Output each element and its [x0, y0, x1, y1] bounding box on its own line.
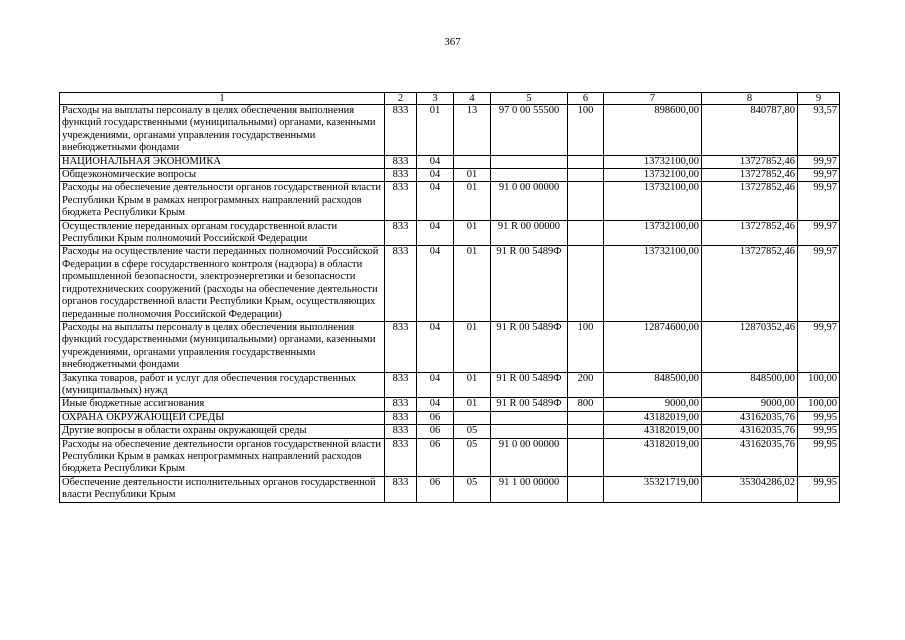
row-expense-type-cell: 100 — [568, 321, 604, 372]
row-grbs-cell: 833 — [385, 476, 417, 502]
row-expense-type-cell — [568, 246, 604, 321]
row-fact-cell: 13727852,46 — [702, 169, 798, 182]
row-target-article-cell: 91 0 00 00000 — [491, 182, 568, 220]
row-name-cell: Закупка товаров, работ и услуг для обеспечения государственных (муниципальных) нужд — [60, 372, 385, 398]
row-subsection-cell: 05 — [454, 425, 491, 438]
row-percent-cell: 100,00 — [798, 398, 840, 411]
row-plan-cell: 13732100,00 — [604, 182, 702, 220]
row-plan-cell: 35321719,00 — [604, 476, 702, 502]
row-target-article-cell: 91 0 00 00000 — [491, 438, 568, 476]
row-grbs-cell: 833 — [385, 182, 417, 220]
row-target-article-cell: 91 R 00 5489Ф — [491, 321, 568, 372]
row-percent-cell: 99,95 — [798, 411, 840, 424]
row-plan-cell: 12874600,00 — [604, 321, 702, 372]
row-section-cell: 04 — [417, 155, 454, 168]
row-name-cell: Расходы на обеспечение деятельности органов государственной власти Республики Крым в рамках непрограммных направлений расходов бюджета Республики Крым — [60, 438, 385, 476]
row-grbs-cell: 833 — [385, 372, 417, 398]
row-percent-cell: 99,95 — [798, 476, 840, 502]
header-cell: 9 — [798, 93, 840, 105]
row-plan-cell: 13732100,00 — [604, 155, 702, 168]
row-grbs-cell: 833 — [385, 155, 417, 168]
row-percent-cell: 99,97 — [798, 246, 840, 321]
row-percent-cell: 93,57 — [798, 105, 840, 156]
row-section-cell: 06 — [417, 438, 454, 476]
row-subsection-cell: 05 — [454, 476, 491, 502]
row-grbs-cell: 833 — [385, 411, 417, 424]
row-expense-type-cell — [568, 411, 604, 424]
table-row — [60, 321, 840, 372]
header-cell: 8 — [702, 93, 798, 105]
row-fact-cell: 9000,00 — [702, 398, 798, 411]
table-row — [60, 398, 840, 411]
row-name-cell: Расходы на обеспечение деятельности органов государственной власти Республики Крым в рамках непрограммных направлений расходов бюджета Республики Крым — [60, 182, 385, 220]
row-subsection-cell — [454, 411, 491, 424]
table-row — [60, 411, 840, 424]
row-plan-cell: 848500,00 — [604, 372, 702, 398]
row-grbs-cell: 833 — [385, 169, 417, 182]
row-plan-cell: 13732100,00 — [604, 246, 702, 321]
page-number: 367 — [444, 36, 461, 48]
row-section-cell: 04 — [417, 246, 454, 321]
header-cell: 6 — [568, 93, 604, 105]
row-name-cell: Иные бюджетные ассигнования — [60, 398, 385, 411]
row-expense-type-cell — [568, 220, 604, 246]
header-cell: 3 — [417, 93, 454, 105]
row-expense-type-cell — [568, 438, 604, 476]
row-plan-cell: 13732100,00 — [604, 220, 702, 246]
table-row — [60, 372, 840, 398]
row-subsection-cell: 13 — [454, 105, 491, 156]
row-grbs-cell: 833 — [385, 246, 417, 321]
row-section-cell: 04 — [417, 398, 454, 411]
row-target-article-cell: 91 R 00 00000 — [491, 220, 568, 246]
header-cell: 2 — [385, 93, 417, 105]
row-subsection-cell: 01 — [454, 182, 491, 220]
row-section-cell: 01 — [417, 105, 454, 156]
row-target-article-cell — [491, 169, 568, 182]
row-expense-type-cell — [568, 169, 604, 182]
row-plan-cell: 43182019,00 — [604, 411, 702, 424]
table-row — [60, 425, 840, 438]
row-subsection-cell — [454, 155, 491, 168]
header-cell: 1 — [60, 93, 385, 105]
row-name-cell: НАЦИОНАЛЬНАЯ ЭКОНОМИКА — [60, 155, 385, 168]
row-percent-cell: 99,97 — [798, 169, 840, 182]
row-grbs-cell: 833 — [385, 438, 417, 476]
row-percent-cell: 99,97 — [798, 321, 840, 372]
row-grbs-cell: 833 — [385, 398, 417, 411]
row-subsection-cell: 01 — [454, 246, 491, 321]
row-grbs-cell: 833 — [385, 105, 417, 156]
row-grbs-cell: 833 — [385, 425, 417, 438]
row-percent-cell: 99,97 — [798, 155, 840, 168]
row-section-cell: 04 — [417, 372, 454, 398]
row-expense-type-cell: 100 — [568, 105, 604, 156]
header-cell: 7 — [604, 93, 702, 105]
row-name-cell: Другие вопросы в области охраны окружающей среды — [60, 425, 385, 438]
row-target-article-cell: 91 R 00 5489Ф — [491, 246, 568, 321]
row-plan-cell: 898600,00 — [604, 105, 702, 156]
row-fact-cell: 13727852,46 — [702, 182, 798, 220]
row-expense-type-cell — [568, 155, 604, 168]
row-fact-cell: 35304286,02 — [702, 476, 798, 502]
row-section-cell: 04 — [417, 182, 454, 220]
table-row — [60, 246, 840, 321]
row-target-article-cell: 97 0 00 55500 — [491, 105, 568, 156]
row-percent-cell: 99,97 — [798, 182, 840, 220]
row-percent-cell: 99,95 — [798, 425, 840, 438]
row-section-cell: 04 — [417, 169, 454, 182]
row-name-cell: Обеспечение деятельности исполнительных органов государственной власти Республики Крым — [60, 476, 385, 502]
row-fact-cell: 12870352,46 — [702, 321, 798, 372]
row-name-cell: Расходы на выплаты персоналу в целях обеспечения выполнения функций государственными (муниципальными) органами, казенными учреждениями, органами управления государственными внебюджетными фондами — [60, 321, 385, 372]
row-fact-cell: 13727852,46 — [702, 246, 798, 321]
row-name-cell: ОХРАНА ОКРУЖАЮЩЕЙ СРЕДЫ — [60, 411, 385, 424]
row-subsection-cell: 01 — [454, 372, 491, 398]
row-name-cell: Расходы на выплаты персоналу в целях обеспечения выполнения функций государственными (муниципальными) органами, казенными учреждениями, органами управления государственными внебюджетными фондами — [60, 105, 385, 156]
row-target-article-cell — [491, 425, 568, 438]
row-grbs-cell: 833 — [385, 220, 417, 246]
table-row — [60, 182, 840, 220]
row-section-cell: 04 — [417, 321, 454, 372]
table-row — [60, 438, 840, 476]
row-plan-cell: 43182019,00 — [604, 438, 702, 476]
row-expense-type-cell: 200 — [568, 372, 604, 398]
row-fact-cell: 43162035,76 — [702, 425, 798, 438]
row-target-article-cell: 91 1 00 00000 — [491, 476, 568, 502]
row-plan-cell: 43182019,00 — [604, 425, 702, 438]
row-subsection-cell: 05 — [454, 438, 491, 476]
row-fact-cell: 840787,80 — [702, 105, 798, 156]
row-plan-cell: 13732100,00 — [604, 169, 702, 182]
row-subsection-cell: 01 — [454, 220, 491, 246]
row-section-cell: 06 — [417, 476, 454, 502]
table-header-row — [60, 93, 840, 105]
row-grbs-cell: 833 — [385, 321, 417, 372]
row-section-cell: 06 — [417, 411, 454, 424]
row-percent-cell: 100,00 — [798, 372, 840, 398]
row-target-article-cell: 91 R 00 5489Ф — [491, 372, 568, 398]
row-percent-cell: 99,95 — [798, 438, 840, 476]
row-expense-type-cell — [568, 425, 604, 438]
row-target-article-cell — [491, 155, 568, 168]
row-fact-cell: 13727852,46 — [702, 155, 798, 168]
row-name-cell: Осуществление переданных органам государственной власти Республики Крым полномочий Российской Федерации — [60, 220, 385, 246]
table-row — [60, 169, 840, 182]
budget-table — [59, 92, 840, 503]
table-row — [60, 105, 840, 156]
row-section-cell: 06 — [417, 425, 454, 438]
row-subsection-cell: 01 — [454, 398, 491, 411]
row-fact-cell: 13727852,46 — [702, 220, 798, 246]
row-expense-type-cell — [568, 182, 604, 220]
row-target-article-cell: 91 R 00 5489Ф — [491, 398, 568, 411]
row-fact-cell: 43162035,76 — [702, 411, 798, 424]
row-section-cell: 04 — [417, 220, 454, 246]
row-fact-cell: 43162035,76 — [702, 438, 798, 476]
row-expense-type-cell: 800 — [568, 398, 604, 411]
row-fact-cell: 848500,00 — [702, 372, 798, 398]
table-row — [60, 220, 840, 246]
row-percent-cell: 99,97 — [798, 220, 840, 246]
header-cell: 4 — [454, 93, 491, 105]
header-cell: 5 — [491, 93, 568, 105]
row-name-cell: Общеэкономические вопросы — [60, 169, 385, 182]
row-subsection-cell: 01 — [454, 321, 491, 372]
row-subsection-cell: 01 — [454, 169, 491, 182]
table-row — [60, 476, 840, 502]
row-expense-type-cell — [568, 476, 604, 502]
row-name-cell: Расходы на осуществление части переданных полномочий Российской Федерации в сфере государственного контроля (надзора) в области промышленной безопасности, электроэнергетики и безопасности гидротехнических сооружений (расходы на обеспечение деятельности органов государственной власти Республики Крым, осуществляющих переданные полномочия Российской Федерации) — [60, 246, 385, 321]
row-target-article-cell — [491, 411, 568, 424]
table-row — [60, 155, 840, 168]
row-plan-cell: 9000,00 — [604, 398, 702, 411]
